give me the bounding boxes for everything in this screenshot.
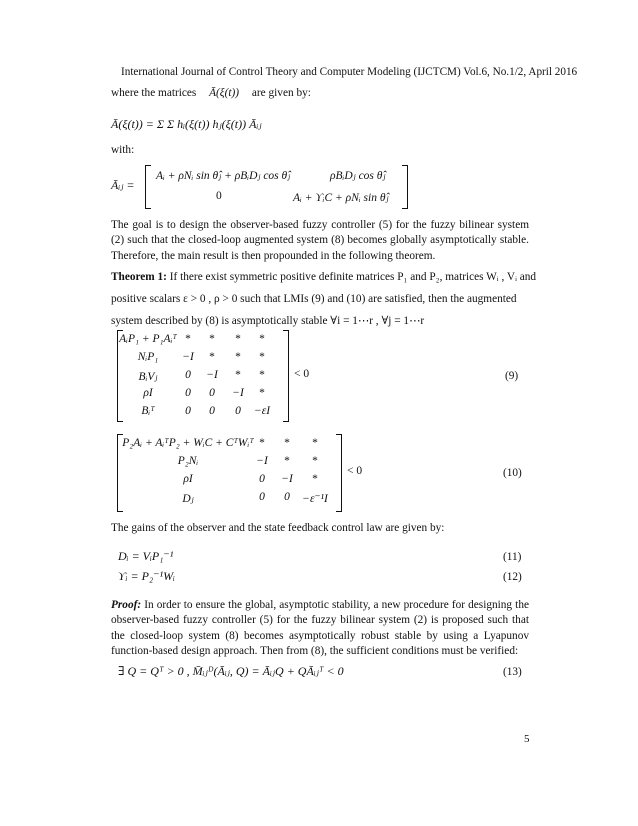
eq11-number: (11) bbox=[503, 551, 522, 563]
lmi9-cell-r3c5: * bbox=[259, 369, 265, 381]
lmi9-cell-r4c2: 0 bbox=[185, 387, 191, 399]
lmi10-cell-r3c4: * bbox=[312, 473, 318, 485]
lmi9-cell-r1c1: AᵢP₁ + P₁Aᵢᵀ bbox=[119, 333, 177, 345]
lmi9-cell-r1c4: * bbox=[235, 333, 241, 345]
lmi9-cell-r1c2: * bbox=[185, 333, 191, 345]
eq12-number: (12) bbox=[503, 571, 522, 583]
intro-line bbox=[111, 86, 311, 101]
lmi9-cell-r3c4: * bbox=[235, 369, 241, 381]
page-number: 5 bbox=[524, 733, 530, 745]
lmi9-cell-r2c4: * bbox=[235, 351, 241, 363]
lmi10-cell-r2c2: −I bbox=[256, 455, 268, 467]
proof-text: In order to ensure the global, asymptotic stability, a new procedure for designing the observer-based fuzzy controller (5) for the fuzzy bilinear system (2) is proposed such that the closed-loop system (8) becomes asymptotically robust stable by using a Lyapunov function-based design approach. Then from (8), the sufficient conditions must be verified: bbox=[111, 599, 529, 658]
lmi9-cell-r1c5: * bbox=[259, 333, 265, 345]
lmi10-rhs: < 0 bbox=[347, 465, 363, 477]
aij-r2c2: Aᵢ + ϒᵢC + ρNᵢ sin θ̂ⱼ bbox=[293, 192, 389, 204]
intro-math: Ā(ξ(t)) bbox=[209, 87, 240, 99]
equation-abar: Ā(ξ(t)) = Σ Σ hᵢ(ξ(t)) hⱼ(ξ(t)) Āᵢⱼ bbox=[111, 117, 262, 131]
lmi9-cell-r3c3: −I bbox=[206, 369, 218, 381]
intro-post: are given by: bbox=[251, 87, 311, 99]
aij-label: Āᵢⱼ = bbox=[111, 178, 135, 192]
aij-r2c1: 0 bbox=[216, 190, 222, 202]
lmi9-cell-r4c4: −I bbox=[232, 387, 244, 399]
lmi9-cell-r4c3: 0 bbox=[209, 387, 215, 399]
lmi9-cell-r5c1: Bᵢᵀ bbox=[141, 405, 155, 417]
theorem-text-3: system described by (8) is asymptotically stable ∀i = 1⋯r , ∀j = 1⋯r bbox=[111, 315, 425, 327]
aij-r1c2: ρBᵢDⱼ cos θ̂ⱼ bbox=[330, 170, 386, 182]
lmi9-cell-r3c2: 0 bbox=[185, 369, 191, 381]
equation-12: ϒᵢ = P₂⁻¹Wᵢ bbox=[118, 569, 175, 583]
lmi9-eqno: (9) bbox=[505, 370, 519, 382]
aij-r1c1: Aᵢ + ρNᵢ sin θ̂ⱼ + ρBᵢDⱼ cos θ̂ⱼ bbox=[156, 170, 291, 182]
lmi9-cell-r1c3: * bbox=[209, 333, 215, 345]
theorem-label: Theorem 1: bbox=[111, 271, 167, 283]
lmi9-rhs: < 0 bbox=[294, 368, 310, 380]
lmi10-cell-r1c4: * bbox=[312, 437, 318, 449]
lmi9-cell-r2c5: * bbox=[259, 351, 265, 363]
lmi9-cell-r4c5: * bbox=[259, 387, 265, 399]
lmi10-cell-r3c2: 0 bbox=[259, 473, 265, 485]
lmi10-cell-r1c1: P₂Aᵢ + AᵢᵀP₂ + WᵢC + CᵀWᵢᵀ bbox=[122, 437, 254, 449]
intro-pre: where the matrices bbox=[111, 87, 197, 99]
aij-right-bracket bbox=[402, 165, 408, 209]
theorem-line-1 bbox=[111, 270, 536, 285]
lmi10-cell-r4c3: 0 bbox=[284, 491, 290, 503]
lmi9-cell-r3c1: BᵢVⱼ bbox=[138, 371, 158, 383]
lmi9-right-bracket bbox=[283, 330, 289, 422]
lmi9-cell-r5c4: 0 bbox=[235, 405, 241, 417]
aij-left-bracket bbox=[145, 165, 151, 209]
theorem-text-2: positive scalars ε > 0 , ρ > 0 such that LMIs (9) and (10) are satisfied, then the augmented bbox=[111, 293, 517, 305]
lmi9-cell-r5c2: 0 bbox=[185, 405, 191, 417]
lmi10-cell-r2c3: * bbox=[284, 455, 290, 467]
lmi10-cell-r4c4: −ε⁻¹I bbox=[302, 493, 328, 505]
lmi10-cell-r3c3: −I bbox=[281, 473, 293, 485]
lmi9-cell-r2c2: −I bbox=[182, 351, 194, 363]
lmi9-cell-r4c1: ρI bbox=[143, 387, 153, 399]
theorem-text-1: If there exist symmetric positive definite matrices P₁ and P₂, matrices Wᵢ , Vᵢ and bbox=[169, 271, 537, 283]
gains-text: The gains of the observer and the state feedback control law are given by: bbox=[111, 522, 445, 534]
lmi10-cell-r2c1: P₂Nᵢ bbox=[177, 455, 199, 467]
proof-label: Proof: bbox=[111, 599, 142, 611]
goal-paragraph: The goal is to design the observer-based fuzzy controller (5) for the fuzzy bilinear system (2) such that the closed-loop augmented system (8) becomes globally asymptotically stable. Therefore, the main result is then propounded in the following theorem. bbox=[111, 219, 529, 262]
lmi9-cell-r5c5: −εI bbox=[253, 405, 271, 417]
journal-header: International Journal of Control Theory and Computer Modeling (IJCTCM) Vol.6, No.1/2, April 2016 bbox=[121, 66, 578, 78]
eq13-number: (13) bbox=[503, 666, 522, 678]
lmi10-eqno: (10) bbox=[503, 467, 522, 479]
lmi10-cell-r2c4: * bbox=[312, 455, 318, 467]
equation-13: ∃ Q = Qᵀ > 0 , M̄ᵢⱼᴰ(Āᵢⱼ, Q) = ĀᵢⱼQ + QĀᵢⱼᵀ < 0 bbox=[118, 664, 344, 678]
lmi9-cell-r5c3: 0 bbox=[209, 405, 215, 417]
with-label: with: bbox=[111, 144, 135, 156]
lmi10-cell-r4c2: 0 bbox=[259, 491, 265, 503]
lmi10-cell-r1c2: * bbox=[259, 437, 265, 449]
lmi9-cell-r2c3: * bbox=[209, 351, 215, 363]
lmi10-cell-r4c1: Dⱼ bbox=[182, 493, 194, 505]
lmi9-cell-r2c1: NᵢP₁ bbox=[137, 351, 159, 363]
lmi10-right-bracket bbox=[336, 434, 342, 512]
lmi10-cell-r3c1: ρI bbox=[183, 473, 193, 485]
proof-paragraph bbox=[111, 598, 529, 660]
equation-11: Dᵢ = VᵢP₁⁻¹ bbox=[118, 549, 174, 563]
lmi10-cell-r1c3: * bbox=[284, 437, 290, 449]
